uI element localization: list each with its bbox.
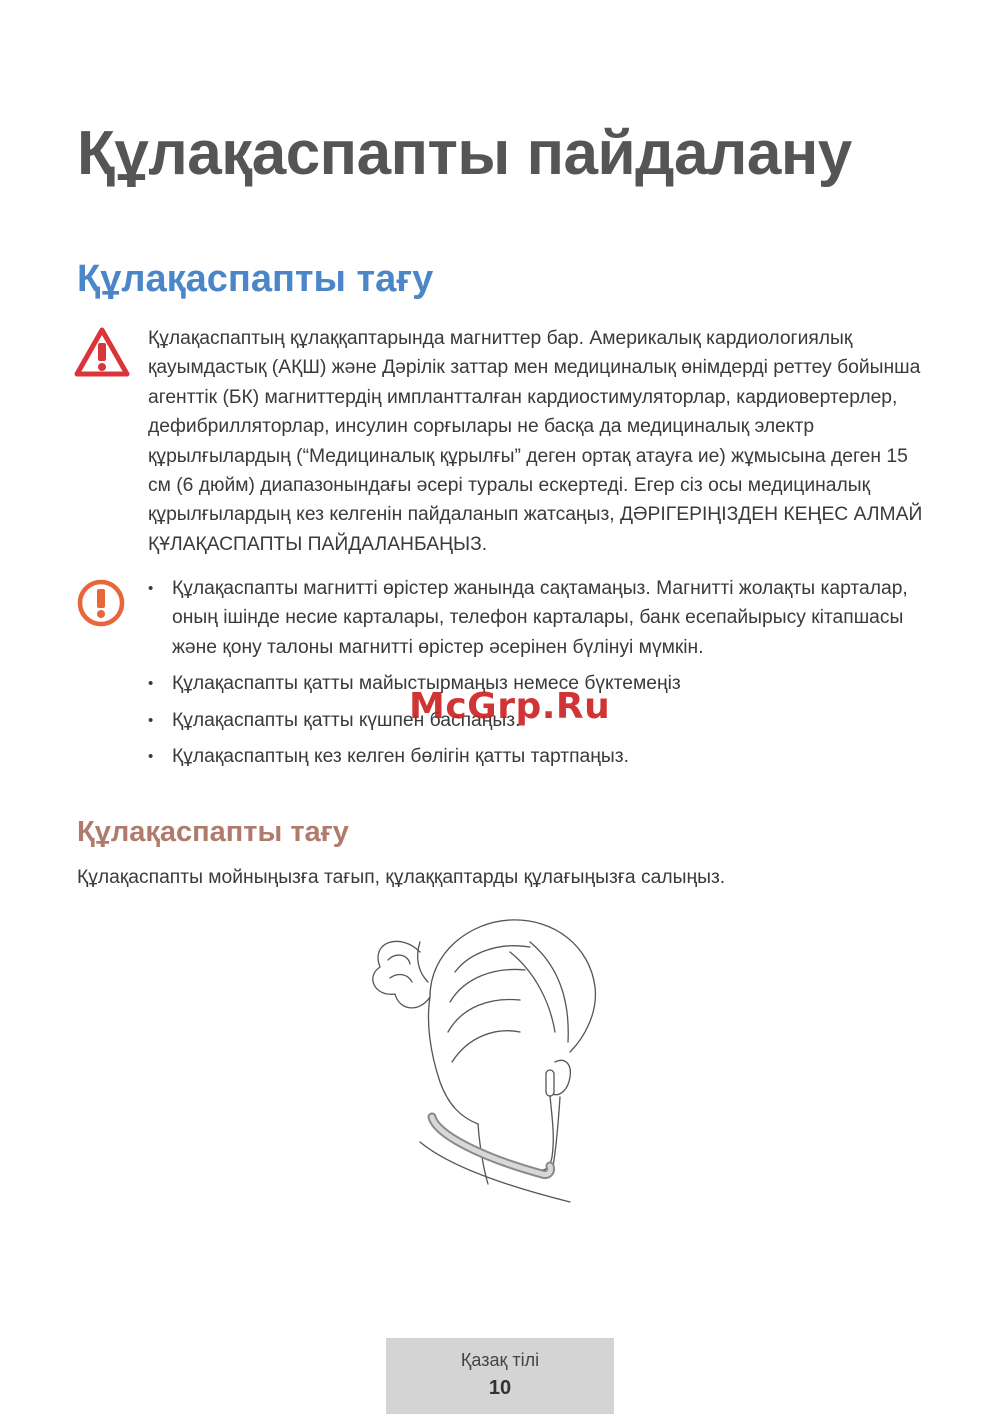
neckband-headset-illustration (360, 912, 600, 1212)
subsection-title: Құлақаспапты тағу (77, 816, 349, 848)
instruction-text: Құлақаспапты мойныңызға тағып, құлаққаптарды құлағыңызға салыңыз. (77, 867, 726, 888)
bullet-icon: • (148, 675, 154, 693)
caution-exclamation-icon (76, 578, 126, 628)
bullet-icon: • (148, 748, 154, 766)
bullet-icon: • (148, 580, 154, 597)
section-title: Құлақаспапты тағу (77, 258, 434, 300)
page-title: Құлақаспапты пайдалану (77, 119, 852, 188)
footer-language: Қазақ тілі (460, 1350, 540, 1370)
list-item-text: Құлақаспапты қатты майыстырмаңыз немесе бүктемеңіз (172, 673, 681, 695)
list-item-text: Құлақаспапты қатты күшпен баспаңыз. (172, 709, 521, 731)
list-item-text: Құлақаспаптың кез келген бөлігін қатты тартпаңыз. (172, 746, 629, 768)
bullet-icon: • (148, 711, 154, 729)
page-number: 10 (488, 1377, 512, 1399)
list-item (148, 574, 938, 662)
page-footer (386, 1338, 614, 1414)
warning-triangle-icon (74, 326, 130, 378)
caution-list (148, 574, 938, 778)
watermark: McGrp.Ru (409, 686, 611, 727)
list-item (148, 742, 938, 771)
warning-text: Құлақаспаптың құлаққаптарында магниттер бар. Америкалық кардиологиялық қауымдастық (АҚШ) және Дәрілік заттар мен медициналық өнімдерді реттеу бойынша агенттік (БК) магниттердің имплантталған кардиостимуляторлар, кардиовертерлер, дефибрилляторлар, инсулин сорғылары не басқа да медициналық электр құрылғылардың (“Медициналық құрылғы” деген ортақ атауға ие) жұмысына деген 15 см (6 дюйм) диапазонындағы әсері туралы ескертеді. Егер сіз осы медициналық құрылғылардың кез келгенін пайдаланып жатсаңыз, ДӘРІГЕРІҢІЗДЕН КЕҢЕС АЛМАЙ ҚҰЛАҚАСПАПТЫ ПАЙДАЛАНБАҢЫЗ. (148, 328, 923, 555)
list-item-text: Құлақаспапты магнитті өрістер жанында сақтамаңыз. Магнитті жолақты карталар, оның ішінде несие карталары, телефон карталары, банк есепайырысу кітапшасы және қону талоны магнитті өрістер әсерінен бүлінуі мүмкін. (172, 578, 908, 658)
